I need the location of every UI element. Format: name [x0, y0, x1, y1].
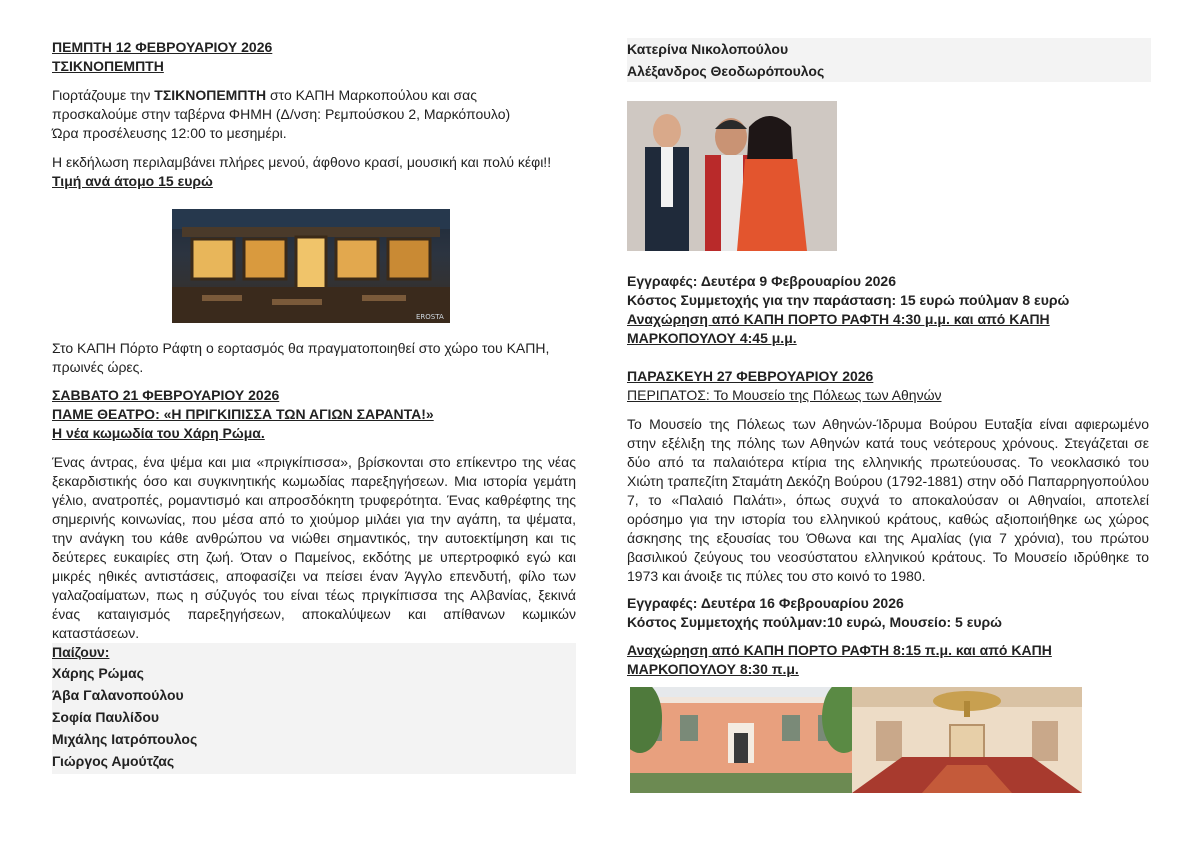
cast-member: Γιώργος Αμούτζας	[52, 753, 175, 769]
cast-member: Μιχάλης Ιατρόπουλος	[52, 731, 198, 747]
cast-member: Σοφία Παυλίδου	[52, 709, 160, 725]
cast-list	[52, 643, 576, 774]
event1-intro-post: στο ΚΑΠΗ Μαρκοπούλου και σας προσκαλούμε στην ταβέρνα ΦΗΜΗ (Δ/νση: Ρεμπούσκου 2, Μαρκόπουλο)	[52, 87, 511, 122]
museum-photos	[627, 687, 1149, 795]
museum-interior-graphic	[852, 687, 1082, 793]
event3-departure: Αναχώρηση από ΚΑΠΗ ΠΟΡΤΟ ΡΑΦΤΗ 8:15 π.μ. και από ΚΑΠΗ ΜΑΡΚΟΠΟΥΛΟΥ 8:30 π.μ.	[627, 642, 1052, 677]
museum-exterior-photo	[630, 687, 852, 793]
event1-intro-bold: ΤΣΙΚΝΟΠΕΜΠΤΗ	[154, 87, 267, 103]
event2-date: ΣΑΒΒΑΤΟ 21 ΦΕΒΡΟΥΑΡΙΟΥ 2026	[52, 387, 280, 403]
event1-price: Τιμή ανά άτομο 15 ευρώ	[52, 173, 213, 189]
event2-registration: Εγγραφές: Δευτέρα 9 Φεβρουαρίου 2026	[627, 273, 897, 289]
event2-departure: Αναχώρηση από ΚΑΠΗ ΠΟΡΤΟ ΡΑΦΤΗ 4:30 μ.μ. και από ΚΑΠΗ ΜΑΡΚΟΠΟΥΛΟΥ 4:45 μ.μ.	[627, 311, 1050, 346]
event1-intro	[52, 86, 522, 124]
right-column	[627, 38, 1149, 795]
event1-title: ΤΣΙΚΝΟΠΕΜΠΤΗ	[52, 58, 164, 74]
event3-description: Το Μουσείο της Πόλεως των Αθηνών-Ίδρυμα Βούρου Ευταξία είναι αφιερωμένο στην εξέλιξη της πόλης των Αθηνών κατά τους νεότερους χρόνους. Στεγάζεται σε δύο από τα παλαιότερα κτίρια της ελληνικής πρωτεύουσας. Το νεοκλασικό του Χιώτη τραπεζίτη Σταμάτη Δεκόζη Βούρου (1792-1881) στην οδό Παπαρρηγοπούλου 7, το «Παλαιό Παλάτι», όπως συχνά το αποκαλούσαν οι Αθηναίοι, αποτελεί ορόσημο για την ιστορία του ελληνικού κράτους, καθώς αξιοποιήθηκε ως χώρος άσκησης της εξουσίας του Όθωνα και της Αμαλίας (για 7 χρόνια), του πρώτου βασιλικού ζεύγους του νεοσύστατου ελληνικού κράτους. Το Μουσείο ιδρύθηκε το 1973 και άνοιξε τις πύλες του στο κοινό το 1980.	[627, 416, 1149, 584]
tavern-photo-watermark: EROSTA	[416, 313, 444, 321]
event1-date: ΠΕΜΠΤΗ 12 ΦΕΒΡΟΥΑΡΙΟΥ 2026	[52, 39, 273, 55]
event3-date: ΠΑΡΑΣΚΕΥΗ 27 ΦΕΒΡΟΥΑΡΙΟΥ 2026	[627, 368, 874, 384]
event2-cost: Κόστος Συμμετοχής για την παράσταση: 15 ευρώ πούλμαν 8 ευρώ	[627, 292, 1070, 308]
theater-photo-graphic	[627, 101, 837, 251]
event1-porto-rafti-note: Στο ΚΑΠΗ Πόρτο Ράφτη ο εορτασμός θα πραγματοποιηθεί στο χώρο του ΚΑΠΗ, πρωινές ώρες.	[52, 340, 550, 375]
left-column	[52, 38, 576, 774]
event3-title: ΠΕΡΙΠΑΤΟΣ: Το Μουσείο της Πόλεως των Αθηνών	[627, 387, 942, 403]
tavern-photo-graphic	[172, 209, 450, 323]
cast-member: Αλέξανδρος Θεοδωρόπουλος	[627, 63, 825, 79]
event1-time: Ώρα προσέλευσης 12:00 το μεσημέρι.	[52, 125, 287, 141]
event1-intro-pre: Γιορτάζουμε την	[52, 87, 155, 103]
cast-member: Άβα Γαλανοπούλου	[52, 687, 184, 703]
cast-member: Κατερίνα Νικολοπούλου	[627, 41, 789, 57]
event2-description: Ένας άντρας, ένα ψέμα και μια «πριγκίπισσα», βρίσκονται στο επίκεντρο της νέας ξεκαρδιστικής όσο και συγκινητικής κωμωδίας παρεξηγήσεων. Μια ιστορία γεμάτη γέλιο, ανατροπές, ρομαντισμό και απροσδόκητη τρυφερότητα. Ένας καθρέφτης της σημερινής κοινωνίας, που μέσα από το χιούμορ μιλάει για την αγάπη, τα ψέματα, την ανάγκη του κάθε ανθρώπου να νιώθει σημαντικός, την αυτοεκτίμηση και τις δεύτερες ευκαιρίες στη ζωή. Όταν ο Παμείνος, εκδότης με υπερτροφικό εγώ και μικρές ηθικές αντιστάσεις, αποφασίζει να πείσει έναν Άγγλο επενδυτή, φίλο των γαλαζοαίματων, πως η σύζυγός του είναι τέως πριγκίπισσα της Αλβανίας, ξεκινά ένας καταιγισμός παρεξηγήσεων, αποκαλύψεων και απίθανων κωμικών καταστάσεων.	[52, 454, 576, 641]
event3-cost: Κόστος Συμμετοχής πούλμαν:10 ευρώ, Μουσείο: 5 ευρώ	[627, 614, 1002, 630]
event1-includes: Η εκδήλωση περιλαμβάνει πλήρες μενού, άφθονο κρασί, μουσική και πολύ κέφι!!	[52, 154, 552, 170]
cast-member: Χάρης Ρώμας	[52, 665, 144, 681]
cast-label: Παίζουν:	[52, 644, 110, 660]
event3-registration: Εγγραφές: Δευτέρα 16 Φεβρουαρίου 2026	[627, 595, 904, 611]
theater-photo	[627, 101, 837, 251]
cast-list-continued	[627, 38, 1151, 82]
event2-title: ΠΑΜΕ ΘΕΑΤΡΟ: «Η ΠΡΙΓΚΙΠΙΣΣΑ ΤΩΝ ΑΓΙΩΝ ΣΑΡΑΝΤΑ!»	[52, 406, 434, 422]
event2-subtitle: Η νέα κωμωδία του Χάρη Ρώμα.	[52, 425, 265, 441]
museum-exterior-graphic	[630, 687, 852, 793]
museum-interior-photo	[852, 687, 1082, 793]
tavern-photo	[172, 209, 450, 323]
